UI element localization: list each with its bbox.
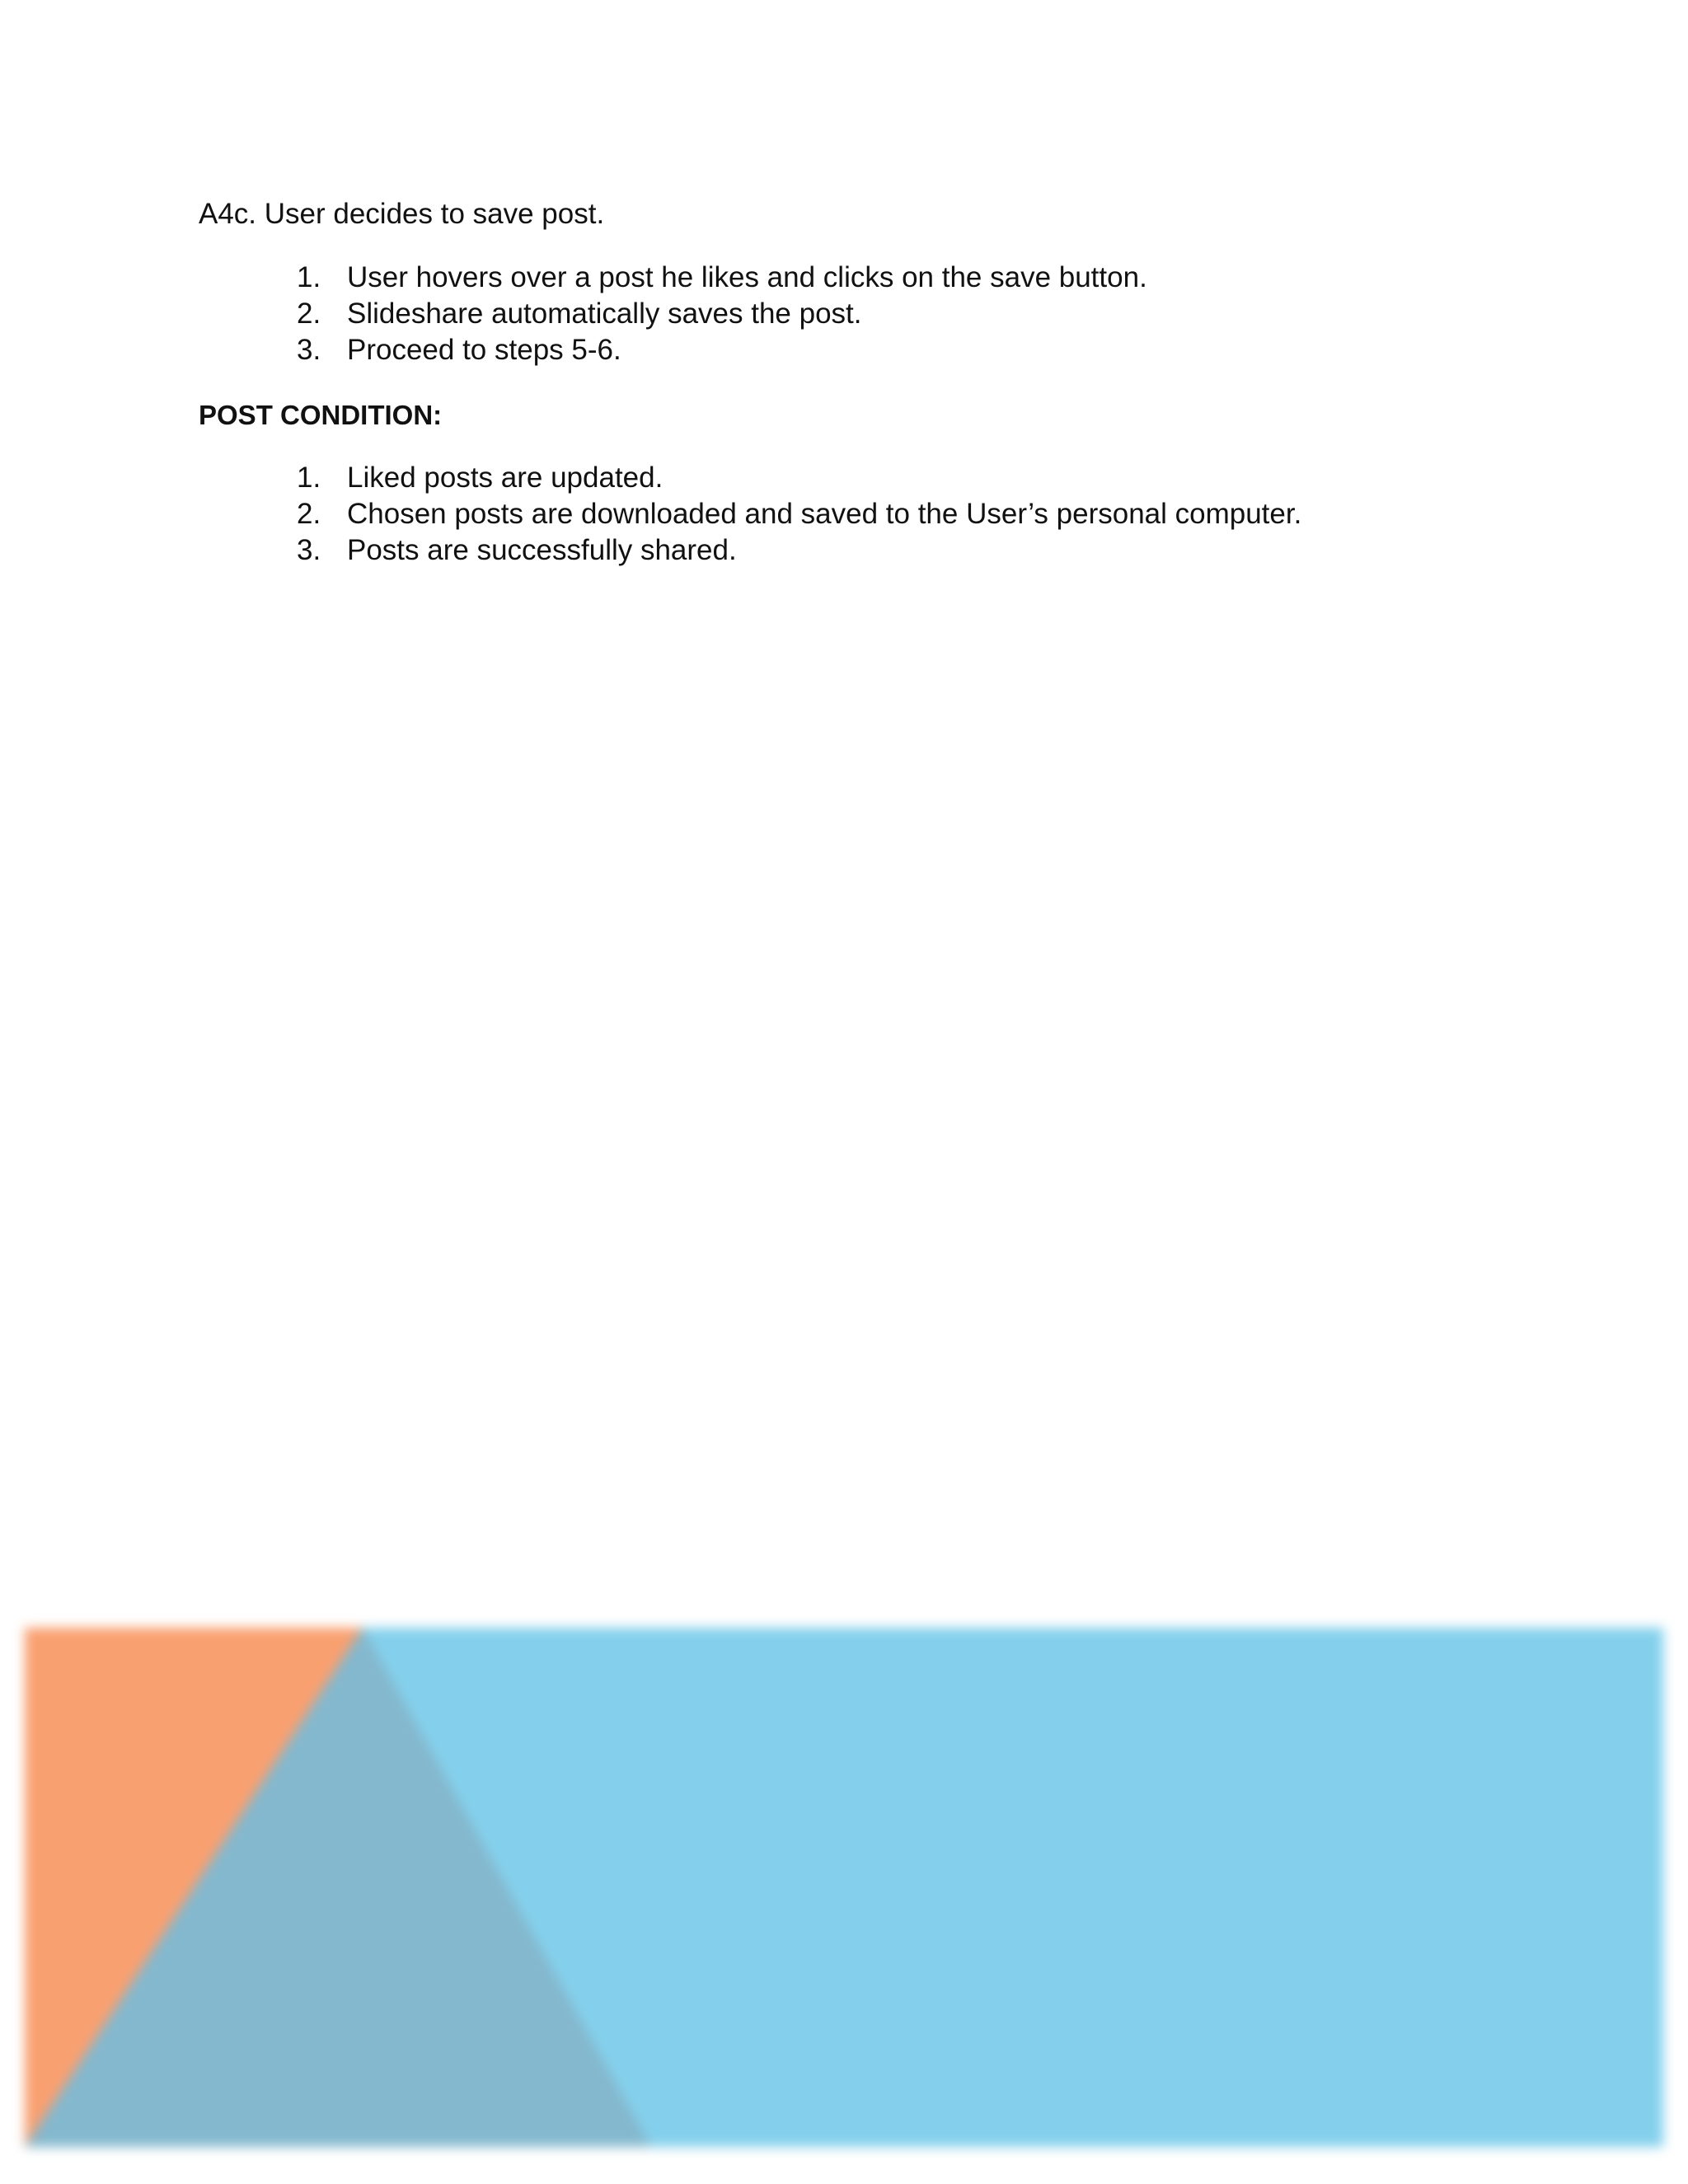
list-item-text: User hovers over a post he likes and clicks on the save button. [347, 261, 1147, 293]
list-item [297, 460, 1301, 496]
list-item-text: Posts are successfully shared. [347, 534, 737, 566]
list-item-text: Chosen posts are downloaded and saved to the User’s personal computer. [347, 498, 1302, 530]
post-condition-title: POST CONDITION: [199, 400, 443, 430]
list-item [297, 296, 1147, 332]
alternate-flow-heading: A4c. User decides to save post. [199, 198, 605, 230]
list-item-number: 3. [297, 534, 321, 566]
list-item-text: Liked posts are updated. [347, 462, 663, 494]
decorative-footer-banner [25, 1628, 1663, 2147]
list-item-text: Slideshare automatically saves the post. [347, 298, 862, 330]
list-item [297, 532, 1301, 569]
list-item-number: 2. [297, 298, 321, 330]
list-item [297, 260, 1147, 296]
list-item [297, 496, 1301, 532]
list-item-text: Proceed to steps 5-6. [347, 334, 621, 366]
list-item-number: 1. [297, 261, 321, 293]
list-item-number: 1. [297, 462, 321, 494]
list-item [297, 332, 1147, 368]
banner-graphic [25, 1628, 1663, 2147]
list-item-number: 3. [297, 334, 321, 366]
list-item-number: 2. [297, 498, 321, 530]
alternate-flow-steps [297, 260, 1147, 368]
post-condition-list [297, 460, 1301, 569]
